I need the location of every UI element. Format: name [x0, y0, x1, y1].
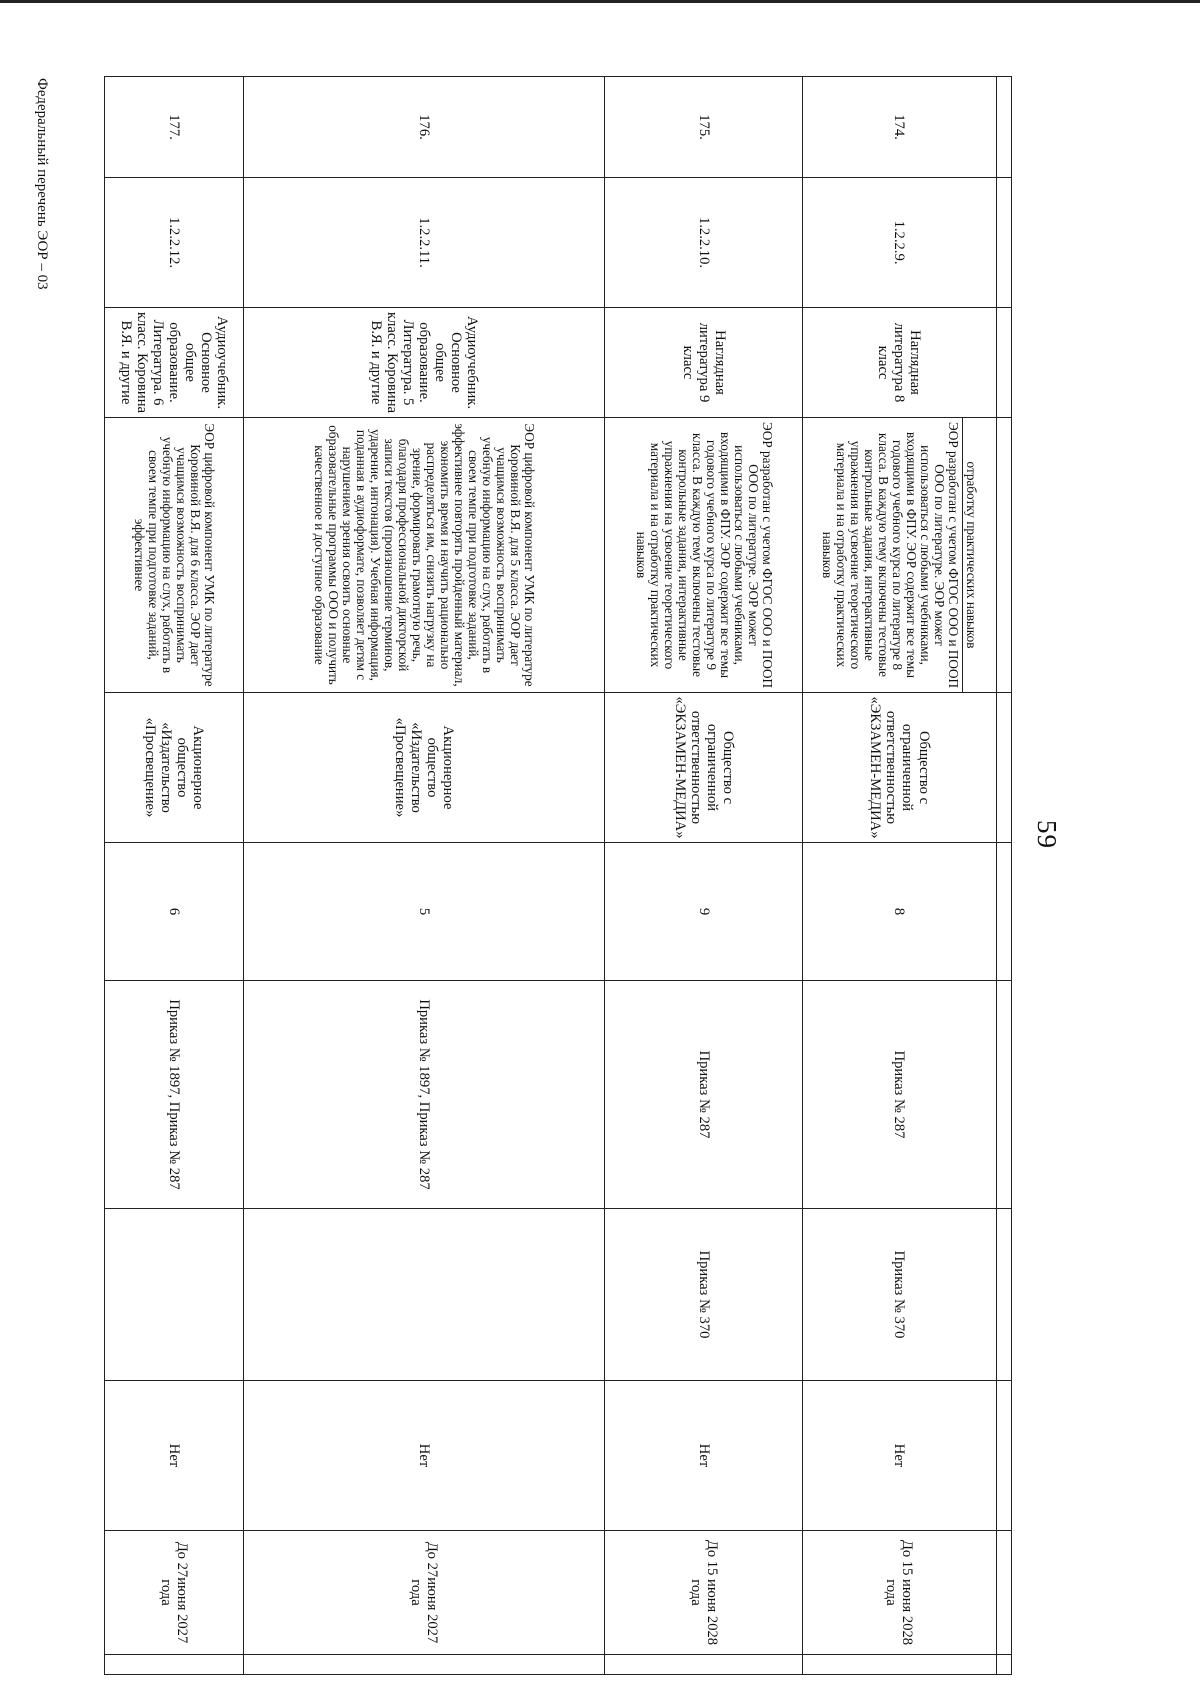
row-spacer	[105, 1655, 244, 1675]
row-order-secondary: Приказ № 370	[803, 1209, 997, 1381]
row-order-secondary	[105, 1209, 244, 1381]
eor-table	[104, 76, 1012, 1675]
row-organization: Общество с ограниченной ответственностью «ЭКЗАМЕН-МЕДИА»	[803, 693, 997, 843]
row-organization: Акционерное общество «Издательство «Просвещение»	[244, 693, 605, 843]
row-description	[605, 418, 803, 693]
table-row	[605, 77, 803, 1675]
row-grade: 9	[605, 843, 803, 981]
row-description	[244, 418, 605, 693]
row-number: 176.	[244, 77, 605, 178]
row-spacer	[803, 1655, 997, 1675]
row-flag: Нет	[803, 1381, 997, 1531]
row-order-primary: Приказ № 1897, Приказ № 287	[244, 981, 605, 1209]
row-grade: 6	[105, 843, 244, 981]
row-flag: Нет	[105, 1381, 244, 1531]
row-title: Аудиоучебник. Основное общее образование. Литература. 5 класс. Коровина В.Я. и другие	[244, 308, 605, 418]
table-row	[244, 77, 605, 1675]
row-order-secondary: Приказ № 370	[605, 1209, 803, 1381]
row-description	[803, 418, 997, 693]
row-order-primary: Приказ № 1897, Приказ № 287	[105, 981, 244, 1209]
row-description-text: ЭОР разработан с учетом ФГОС ООО и ПООП ООО по литературе. ЭОР может использоваться с любыми учебниками, входящими в ФПУ. ЭОР содержит все темы годового учебного курса по литературе 9 класса. В каждую тему включены тестовые контрольные задания, интерактивные упражнения на усвоение теоретического материала и на отработку практических навыков	[633, 422, 775, 688]
row-term: До 27июня 2027 года	[105, 1531, 244, 1655]
row-description-text: ЭОР цифровой компонент УМК по литературе Коровиной В.Я. для 5 класса. ЭОР дает учащимся возможность воспринимать учебную информацию на слух, работать в своем темпе при подготовке заданий, эффективнее повторять пройденный материал, экономить время и научить рационально распределяться им, снизить нагрузку на зрение, формировать грамотную речь, благодаря профессиональной дикторской записи текстов (произношение терминов, ударение, интонация). Учебная информация, поданная в аудиоформате, позволяет детям с нарушением зрения освоить основные образовательные программы ООО и получить качественное и доступное образование	[312, 423, 537, 687]
row-order-primary: Приказ № 287	[803, 981, 997, 1209]
row-description-text: ЭОР разработан с учетом ФГОС ООО и ПООП ООО по литературе. ЭОР может использоваться с любыми учебниками, входящими в ФПУ. ЭОР содержит все темы годового учебного курса по литературе 8 класса. В каждую тему включены тестовые контрольные задания, интерактивные упражнения на усвоение теоретического материала и на отработку практических навыков	[820, 422, 962, 688]
row-organization: Акционерное общество «Издательство «Просвещение»	[105, 693, 244, 843]
row-grade: 5	[244, 843, 605, 981]
table-row-top-spacer	[996, 77, 1011, 1675]
row-number: 177.	[105, 77, 244, 178]
row-title: Аудиоучебник. Основное общее образование. Литература. 6 класс. Коровина В.Я. и другие	[105, 308, 244, 418]
table-row	[105, 77, 244, 1675]
row-number: 174.	[803, 77, 997, 178]
row-description-text: ЭОР цифровой компонент УМК по литературе Коровиной В.Я. для 6 класса. ЭОР дает учащимся возможность воспринимать учебную информацию на слух, работать в своем темпе при подготовке заданий, эффективнее	[132, 423, 217, 687]
row-description	[105, 418, 244, 693]
row-term: До 27июня 2027 года	[244, 1531, 605, 1655]
row-flag: Нет	[244, 1381, 605, 1531]
row-code: 1.2.2.11.	[244, 178, 605, 308]
row-spacer	[244, 1655, 605, 1675]
row-spacer	[605, 1655, 803, 1675]
row-code: 1.2.2.12.	[105, 178, 244, 308]
row-term: До 15 июня 2028 года	[803, 1531, 997, 1655]
row-term: До 15 июня 2028 года	[605, 1531, 803, 1655]
row-title: Наглядная литература 9 класс	[605, 308, 803, 418]
row-number: 175.	[605, 77, 803, 178]
row-title: Наглядная литература 8 класс	[803, 308, 997, 418]
row-grade: 8	[803, 843, 997, 981]
footer-label: Федеральный перечень ЭОР – 03	[34, 78, 50, 290]
row-description-continued: отработку практических навыков	[962, 418, 978, 692]
row-organization: Общество с ограниченной ответственностью «ЭКЗАМЕН-МЕДИА»	[605, 693, 803, 843]
row-code: 1.2.2.10.	[605, 178, 803, 308]
row-order-secondary	[244, 1209, 605, 1381]
row-code: 1.2.2.9.	[803, 178, 997, 308]
table-row	[803, 77, 997, 1675]
page-number: 59	[1032, 820, 1062, 849]
row-flag: Нет	[605, 1381, 803, 1531]
row-order-primary: Приказ № 287	[605, 981, 803, 1209]
